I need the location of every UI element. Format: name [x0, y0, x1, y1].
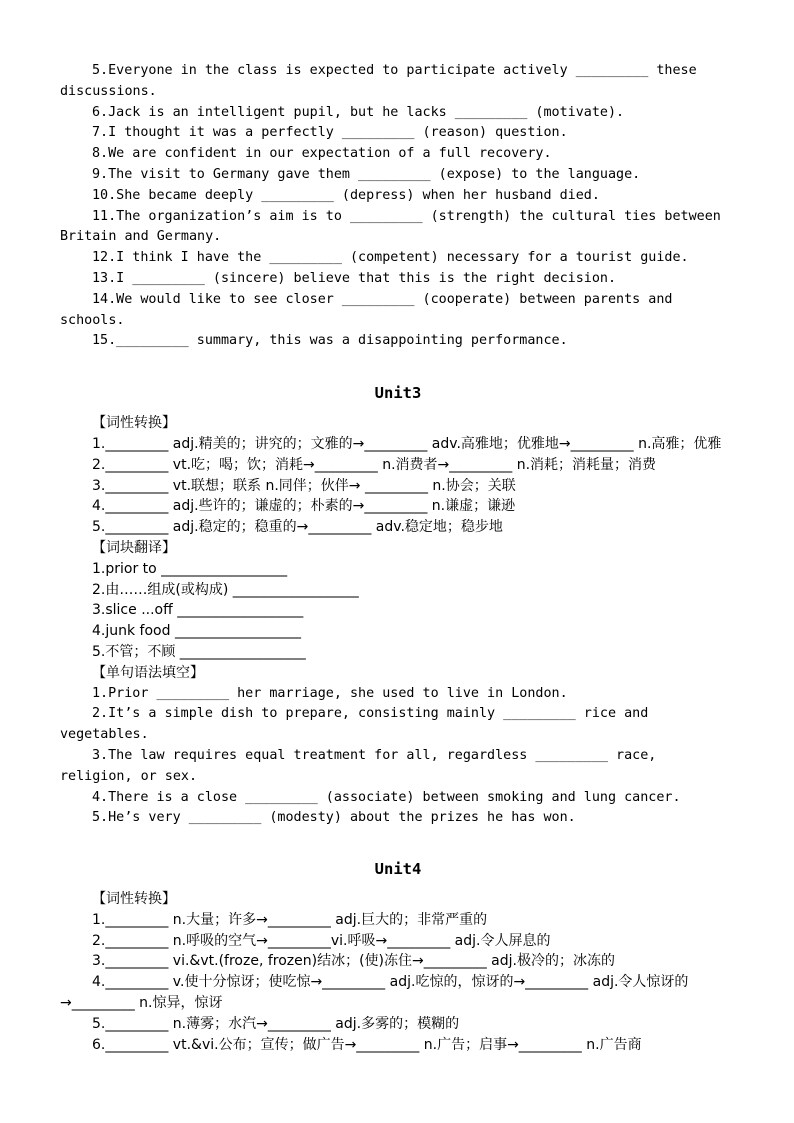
- unit4-word-form-item: 2._________ n.呼吸的空气→_________vi.呼吸→_________ adj.令人屏息的: [92, 932, 551, 949]
- unit3-phrases-heading: 【词块翻译】: [92, 539, 176, 556]
- unit3-word-form-item: 2._________ vt.吃；喝；饮；消耗→_________ n.消费者→_________ n.消耗；消耗量；消费: [92, 456, 657, 473]
- unit3-grammar-item: 2.It’s a simple dish to prepare, consisting mainly _________ rice and vegetables.: [60, 706, 657, 743]
- question-13: 13.I _________ (sincere) believe that this is the right decision.: [92, 270, 617, 286]
- unit4-word-form-item: 3._________ vi.&vt.(froze, frozen)结冰；(使)冻住→_________ adj.极冷的；冰冻的: [92, 953, 615, 970]
- unit3-word-form-item: 4._________ adj.些许的；谦虚的；朴素的→_________ n.谦虚；谦逊: [92, 498, 516, 515]
- unit3-grammar-heading: 【单句语法填空】: [92, 664, 204, 681]
- unit3-word-forms-heading: 【词性转换】: [92, 415, 176, 432]
- unit3-phrase-item: 4.junk food __________________: [92, 623, 301, 640]
- unit3-phrase-item: 3.slice ...off __________________: [92, 602, 304, 619]
- question-11: 11.The organization’s aim is to _________ (strength) the cultural ties between Britain and Germany.: [60, 208, 729, 245]
- worksheet-page: [60, 61, 736, 1055]
- unit4-word-form-item: 5._________ n.薄雾；水汽→_________ adj.多雾的；模糊的: [92, 1015, 460, 1032]
- unit3-word-form-item: 5._________ adj.稳定的；稳重的→_________ adv.稳定地；稳步地: [92, 519, 503, 536]
- question-6: 6.Jack is an intelligent pupil, but he lacks _________ (motivate).: [92, 104, 625, 120]
- question-14: 14.We would like to see closer _________ (cooperate) between parents and schools.: [60, 291, 681, 328]
- unit3-section: [60, 413, 736, 829]
- unit4-word-forms-heading: 【词性转换】: [92, 891, 176, 908]
- unit3-phrase-item: 1.prior to __________________: [92, 560, 288, 577]
- unit4-word-form-item: 4._________ v.使十分惊讶；使吃惊→_________ adj.吃惊的，惊讶的→_________ adj.令人惊讶的→_________ n.惊异，惊讶: [60, 974, 689, 1012]
- unit3-phrase-item: 5.不管；不顾 __________________: [92, 643, 306, 660]
- question-12: 12.I think I have the _________ (competent) necessary for a tourist guide.: [92, 250, 689, 266]
- question-15: 15._________ summary, this was a disappointing performance.: [92, 333, 568, 349]
- unit3-grammar-item: 3.The law requires equal treatment for all, regardless _________ race, religion, or sex.: [60, 747, 665, 784]
- question-9: 9.The visit to Germany gave them _________ (expose) to the language.: [92, 166, 641, 182]
- unit3-phrase-item: 2.由……组成(或构成) __________________: [92, 581, 359, 598]
- unit3-grammar-item: 1.Prior _________ her marriage, she used to live in London.: [92, 685, 568, 701]
- question-10: 10.She became deeply _________ (depress) when her husband died.: [92, 187, 600, 203]
- question-5: 5.Everyone in the class is expected to participate actively _________ these discussions.: [60, 63, 705, 99]
- unit3-grammar-item: 4.There is a close _________ (associate) between smoking and lung cancer.: [92, 789, 681, 805]
- unit3-word-form-item: 3._________ vt.联想；联系 n.同伴；伙伴→ _________ n.协会；关联: [92, 477, 516, 494]
- unit3-word-form-item: 1._________ adj.精美的；讲究的；文雅的→_________ adv.高雅地；优雅地→_________ n.高雅；优雅: [92, 435, 722, 452]
- unit4-title: Unit4: [374, 860, 422, 879]
- unit3-title: Unit3: [374, 384, 422, 403]
- unit4-section: [60, 889, 736, 1055]
- question-7: 7.I thought it was a perfectly _________ (reason) question.: [92, 125, 568, 141]
- unit4-word-form-item: 1._________ n.大量；许多→_________ adj.巨大的；非常严重的: [92, 911, 488, 928]
- unit2-fill-section: [60, 61, 736, 352]
- unit3-grammar-item: 5.He’s very _________ (modesty) about the prizes he has won.: [92, 810, 576, 826]
- question-8: 8.We are confident in our expectation of a full recovery.: [92, 146, 552, 162]
- unit4-word-form-item: 6._________ vt.&vi.公布；宣传；做广告→_________ n.广告；启事→_________ n.广告商: [92, 1036, 642, 1053]
